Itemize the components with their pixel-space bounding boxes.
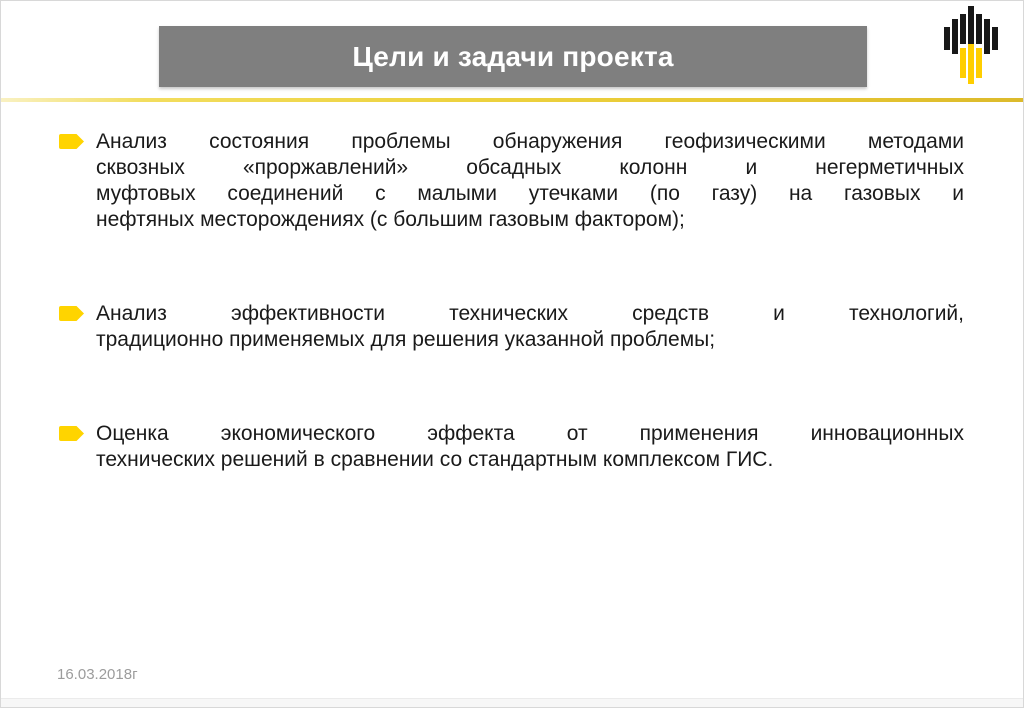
bullet-line: Анализ состояния проблемы обнаружения геофизическими методами	[96, 130, 964, 153]
bullet-list	[96, 129, 964, 541]
logo-bar	[944, 6, 950, 86]
logo-bar	[952, 6, 958, 86]
slide-date: 16.03.2018г	[57, 666, 138, 683]
rosneft-logo	[944, 6, 998, 86]
bullet-arrow-icon	[59, 426, 84, 441]
logo-bar	[992, 6, 998, 86]
bottom-strip	[1, 698, 1024, 707]
bullet-item	[96, 421, 964, 473]
logo-bar	[968, 6, 974, 86]
bullet-line: традиционно применяемых для решения указанной проблемы;	[96, 328, 716, 351]
bullet-line: Анализ эффективности технических средств и технологий,	[96, 302, 964, 325]
bullet-text	[96, 421, 964, 473]
bullet-arrow-icon	[59, 134, 84, 149]
title-bar	[159, 26, 867, 87]
bullet-item	[96, 129, 964, 233]
logo-bar	[984, 6, 990, 86]
page-title: Цели и задачи проекта	[352, 40, 674, 72]
bullet-arrow-icon	[59, 306, 84, 321]
logo-bar	[976, 6, 982, 86]
bullet-line: технических решений в сравнении со стандартным комплексом ГИС.	[96, 448, 774, 471]
bullet-line: нефтяных месторождениях (с большим газовым фактором);	[96, 208, 685, 231]
bullet-item	[96, 301, 964, 353]
bullet-text	[96, 301, 964, 353]
bullet-line: Оценка экономического эффекта от применения инновационных	[96, 422, 964, 445]
logo-bar	[960, 6, 966, 86]
bullet-text	[96, 129, 964, 233]
bullet-line: сквозных «проржавлений» обсадных колонн и негерметичных	[96, 156, 964, 179]
accent-divider	[1, 98, 1024, 102]
bullet-line: муфтовых соединений с малыми утечками (по газу) на газовых и	[96, 182, 964, 205]
